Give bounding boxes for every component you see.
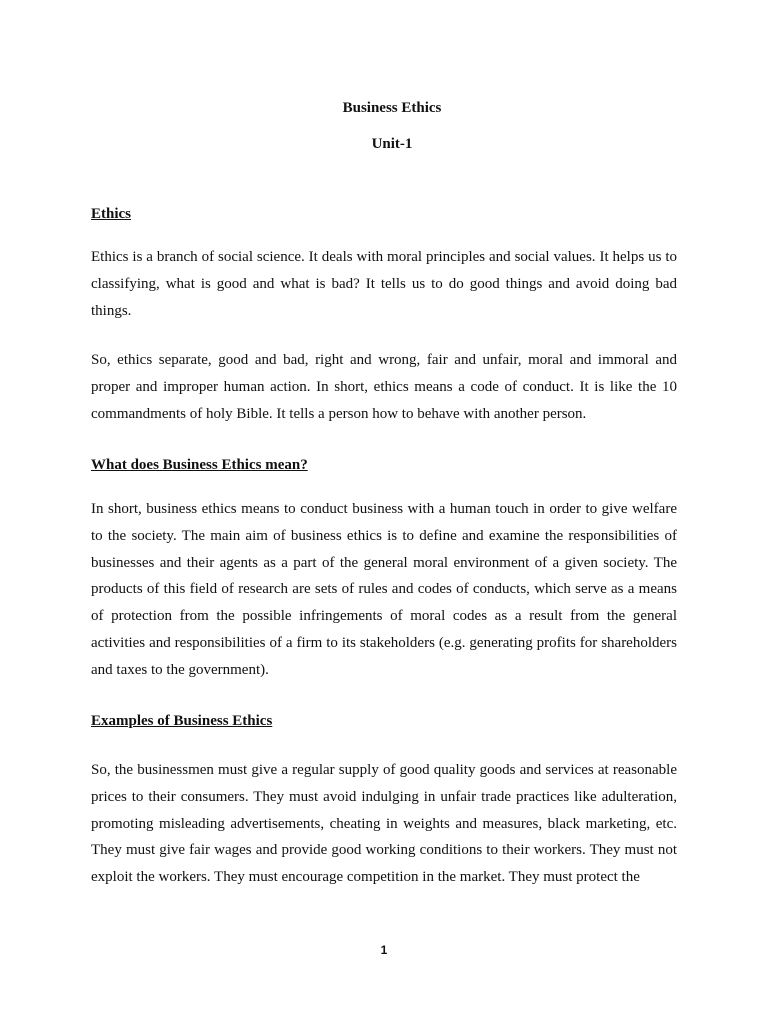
- document-title: Business Ethics: [342, 100, 442, 116]
- section-heading-business-ethics-meaning: What does Business Ethics mean?: [91, 457, 308, 473]
- section-heading-examples: Examples of Business Ethics: [91, 713, 273, 729]
- paragraph-ethics-definition: Ethics is a branch of social science. It deals with moral principles and social values. It helps us to classifying, what is good and what is bad? It tells us to do good things and avoid doing bad things.: [91, 249, 677, 319]
- paragraph-ethics-code-of-conduct: So, ethics separate, good and bad, right and wrong, fair and unfair, moral and immoral and proper and improper human action. In short, ethics means a code of conduct. It is like the 10 commandments of holy Bible. It tells a person how to behave with another person.: [91, 352, 677, 422]
- page-number: 1: [380, 943, 388, 957]
- paragraph-business-ethics-meaning: In short, business ethics means to conduct business with a human touch in order to give welfare to the society. The main aim of business ethics is to define and examine the responsibilities of businesses and their agents as a part of the general moral environment of a given society. The products of this field of research are sets of rules and codes of conducts, which serve as a means of protection from the possible infringements of moral codes as a result from the general activities and responsibilities of a firm to its stakeholders (e.g. generating profits for shareholders and taxes to the government).: [91, 501, 677, 678]
- paragraph-business-ethics-examples: So, the businessmen must give a regular supply of good quality goods and services at reasonable prices to their consumers. They must avoid indulging in unfair trade practices like adulteration, promoting misleading advertisements, cheating in weights and measures, black marketing, etc. They must give fair wages and provide good working conditions to their workers. They must not exploit the workers. They must encourage competition in the market. They must protect the: [91, 762, 677, 886]
- section-heading-ethics: Ethics: [91, 206, 132, 222]
- unit-title: Unit-1: [371, 136, 413, 152]
